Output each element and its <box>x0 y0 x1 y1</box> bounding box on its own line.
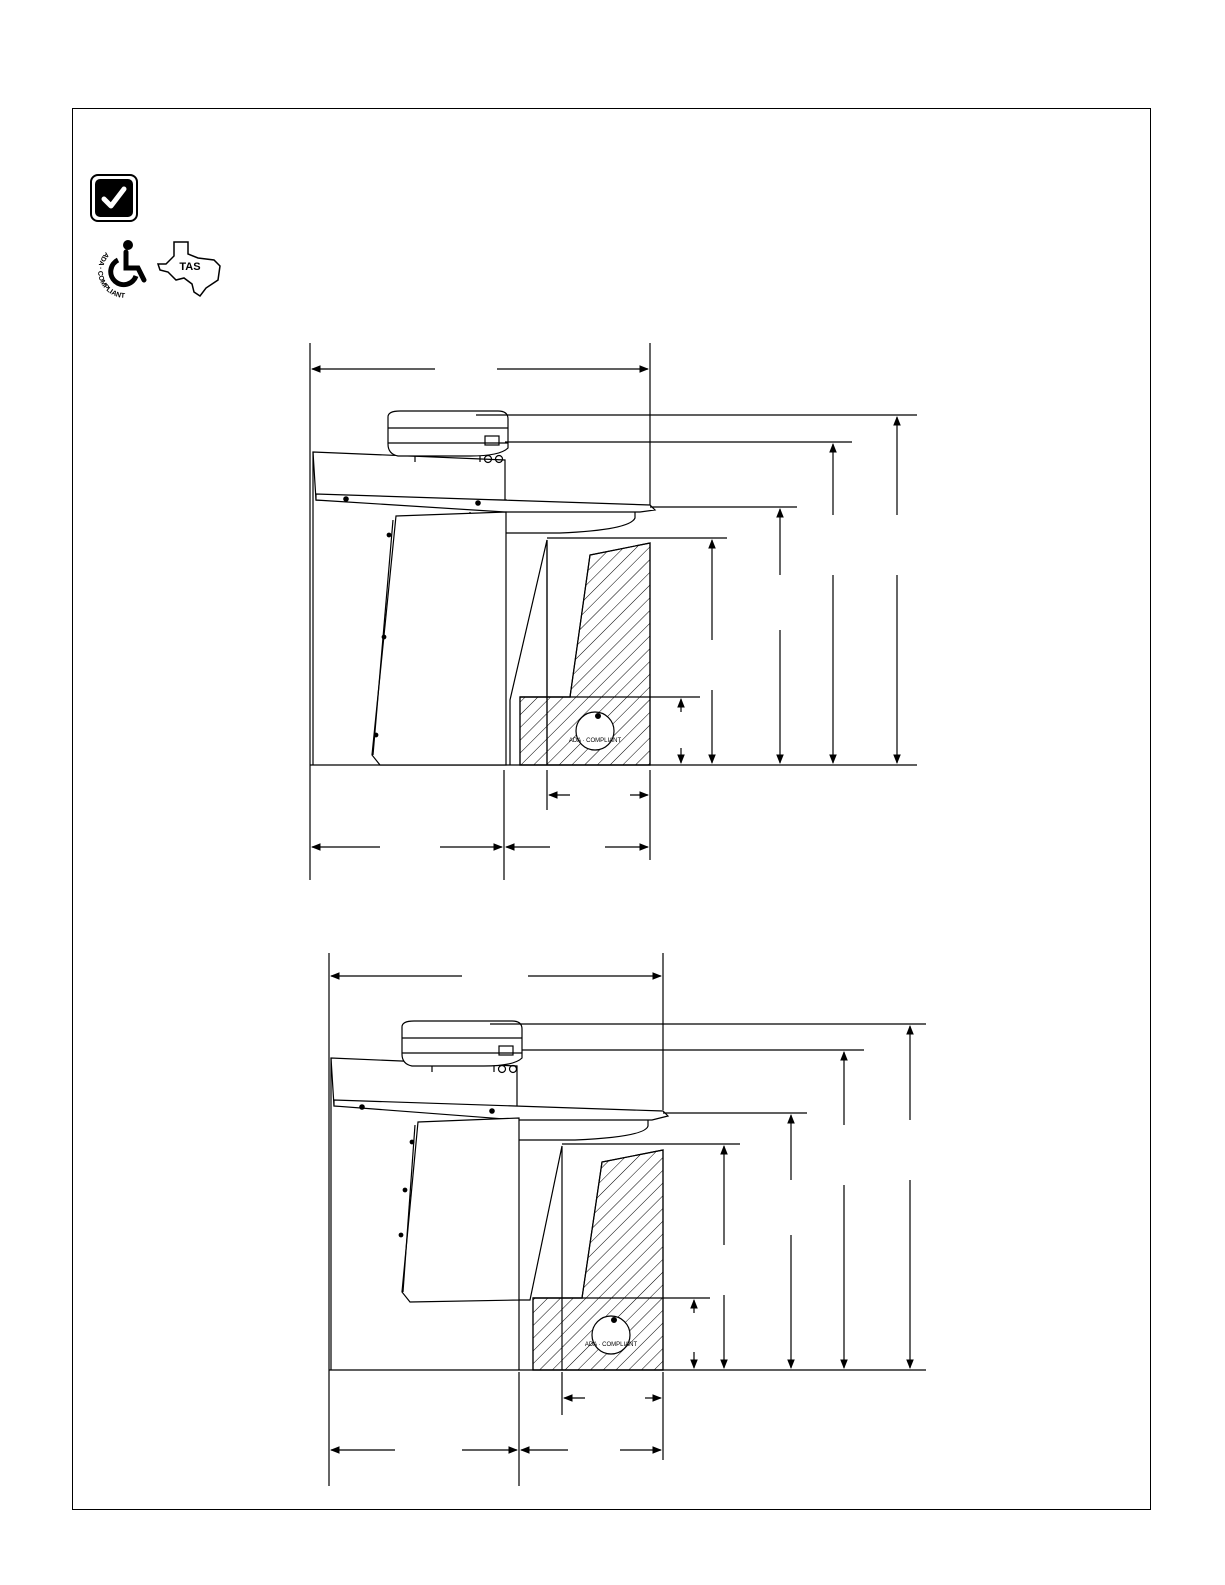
drawing-bottom <box>329 953 926 1486</box>
ada-logo-label-top: ADA · COMPLIANT <box>568 738 622 744</box>
tas-label: TAS <box>179 261 201 273</box>
ada-logo-label-bottom: ADA · COMPLIANT <box>584 1342 638 1348</box>
drawing-top <box>310 343 917 880</box>
ada-badge-label: ADA · COMPLIANT <box>96 250 126 298</box>
